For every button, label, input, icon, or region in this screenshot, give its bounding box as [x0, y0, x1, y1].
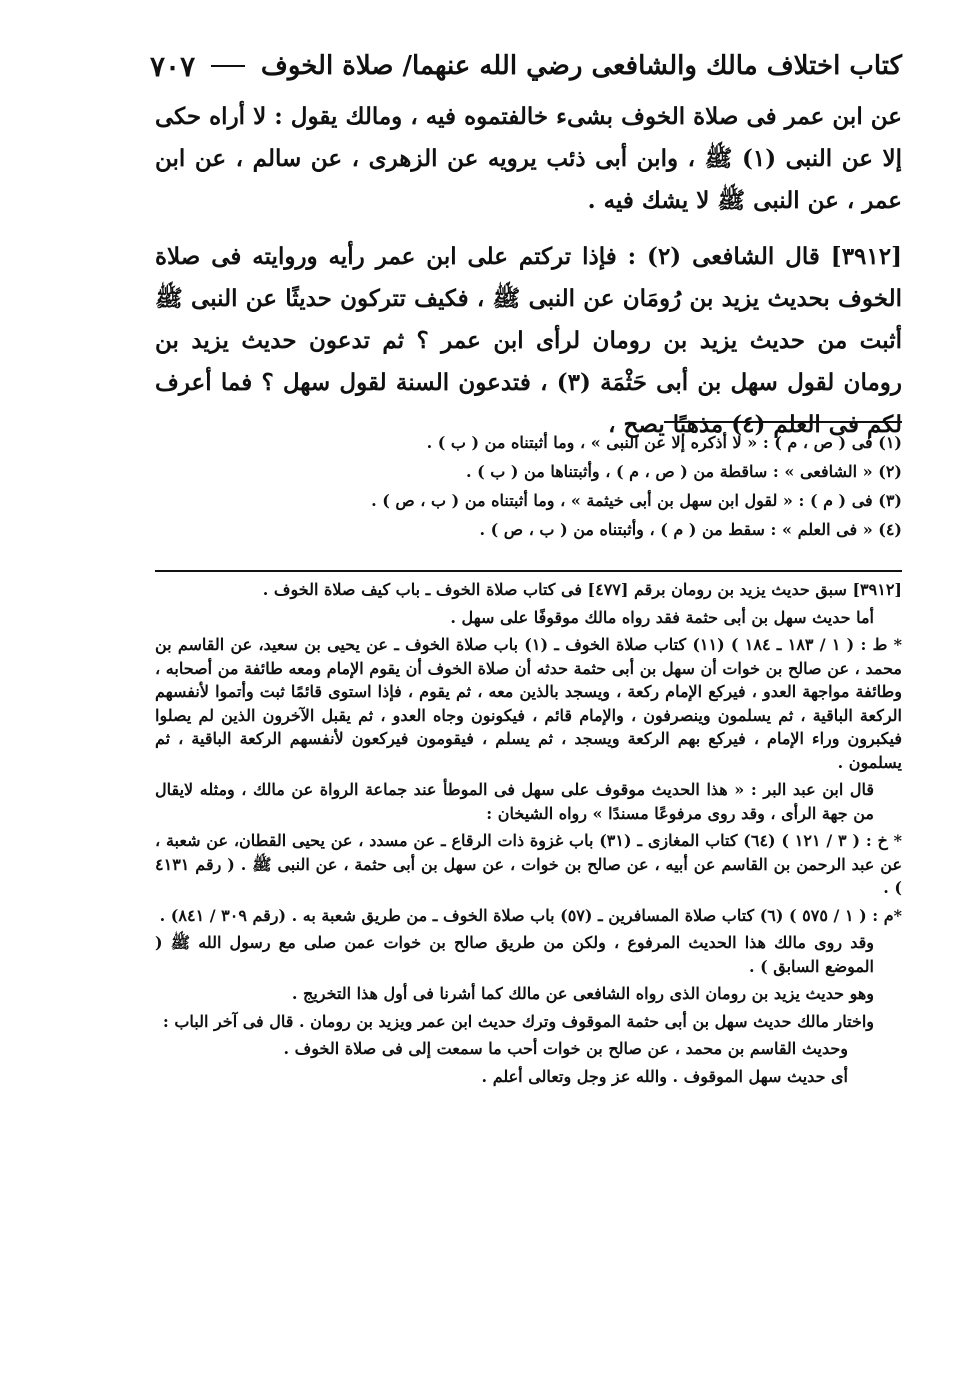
commentary-divider: [155, 570, 902, 572]
commentary-line-4: قال ابن عبد البر : « هذا الحديث موقوف على سهل فى الموطأ عند جماعة الرواة عن مالك ، ومثله لايقال من جهة الرأى ، وقد روى مرفوعًا مسندًا » رواه الشيخان :: [155, 780, 874, 823]
running-title: كتاب اختلاف مالك والشافعى رضي الله عنهما/ صلاة الخوف: [260, 51, 902, 81]
page-number: ٧٠٧: [150, 49, 196, 83]
commentary-line-7: وقد روى مالك هذا الحديث المرفوع ، ولكن من طريق صالح بن خوات عمن صلى مع رسول الله ﷺ ( الموضع السابق ) .: [155, 933, 874, 976]
footnotes: [155, 428, 902, 544]
commentary-line-8: وهو حديث يزيد بن رومان الذى رواه الشافعى عن مالك كما أشرنا فى أول هذا التخريج .: [291, 984, 874, 1003]
commentary-line-10: وحديث القاسم بن محمد ، عن صالح بن خوات أحب ما سمعت إلى فى صلاة الخوف .: [283, 1039, 848, 1058]
paragraph-number: [٣٩١٢]: [830, 243, 902, 270]
main-text: [155, 96, 902, 446]
commentary-line-6: *م : ( ١ / ٥٧٥ ) (٦) كتاب صلاة المسافرين ـ (٥٧) باب صلاة الخوف ـ من طريق شعبة به . (رقم ٣٠٩ / ٨٤١) .: [159, 905, 902, 925]
footnote-1: (١) فى ( ص ، م ) : « لا أذكره إلا عن النبى » ، وما أثبتناه من ( ب ) .: [426, 433, 902, 452]
footnote-divider: [664, 421, 902, 423]
commentary-line-3: * ط : ( ١ / ١٨٣ ـ ١٨٤ ) (١١) كتاب صلاة الخوف ـ (١) باب صلاة الخوف ـ عن يحيى بن سعيد، عن القاسم بن محمد ، عن صالح بن خوات أن سهل بن أبى حثمة حدثه أن صلاة الخوف أن يقوم الإمام ومعه طائفة من أصحابه ، وطائفة مواجهة العدو ، فيركع الإمام ركعة ، ويسجد بالذين معه ، ثم يقوم ، فإذا استوى قائمًا ثبت وأتموا لأنفسهم الركعة الباقية ، ثم يسلمون وينصرفون ، والإمام قائم ، فيكونون وجاه العدو ، ثم يقبل الآخرون الذين لم يصلوا فيكبرون وراء الإمام ، فيركع بهم الركعة ويسجد ، ثم يسلم ، فيقومون فيركعون لأنفسهم الركعة الباقية ، ثم يسلمون .: [155, 635, 903, 772]
paragraph-3912: [155, 236, 902, 446]
commentary: [155, 578, 902, 1092]
commentary-line-9: واختار مالك حديث سهل بن أبى حثمة الموقوف وترك حديث ابن عمر ويزيد بن رومان . قال فى آخر الباب :: [162, 1011, 874, 1031]
paragraph-1: عن ابن عمر فى صلاة الخوف بشىء خالفتموه فيه ، ومالك يقول : لا أراه حكى إلا عن النبى (١) ﷺ ، وابن أبى ذئب يرويه عن الزهرى ، عن سالم ، عن ابن عمر ، عن النبى ﷺ لا يشك فيه .: [155, 103, 902, 214]
paragraph-3912-text: قال الشافعى (٢) : فإذا تركتم على ابن عمر رأيه وروايته فى صلاة الخوف بحديث يزيد بن رُومَان عن النبى ﷺ ، فكيف تتركون حديثًا عن النبى ﷺ أثبت من حديث يزيد بن رومان لرأى ابن عمر ؟ ثم تدعون حديث يزيد بن رومان لقول سهل بن أبى حَثْمَة (٣) ، فتدعون السنة لقول سهل ؟ فما أعرف لكم فى العلم (٤) مذهبًا يصح ،: [155, 243, 902, 438]
commentary-line-1: [٣٩١٢] سبق حديث يزيد بن رومان برقم [٤٧٧] فى كتاب صلاة الخوف ـ باب كيف صلاة الخوف .: [262, 580, 902, 599]
running-header: [150, 44, 902, 88]
header-rule: [211, 65, 245, 67]
commentary-line-5: * خ : ( ٣ / ١٢١ ) (٦٤) كتاب المغازى ـ (٣١) باب غزوة ذات الرقاع ـ عن مسدد ، عن يحيى القطان، عن شعبة ، عن عبد الرحمن بن القاسم عن أبيه ، عن صالح بن خوات ، عن سهل بن أبى حثمة ، عن النبى ﷺ . ( رقم ٤١٣١ ) .: [155, 831, 903, 897]
footnote-2: (٢) « الشافعى » : ساقطة من ( ص ، م ) ، وأثبتناها من ( ب ) .: [465, 462, 902, 481]
footnote-4: (٤) « فى العلم » : سقط من ( م ) ، وأثبتناه من ( ب ، ص ) .: [479, 520, 902, 539]
commentary-line-2: أما حديث سهل بن أبى حثمة فقد رواه مالك موقوفًا على سهل .: [450, 607, 874, 627]
commentary-line-11: أى حديث سهل الموقوف . والله عز وجل وتعالى أعلم .: [481, 1066, 848, 1086]
footnote-3: (٣) فى ( م ) : « لقول ابن سهل بن أبى خيثمة » ، وما أثبتناه من ( ب ، ص ) .: [371, 491, 902, 510]
